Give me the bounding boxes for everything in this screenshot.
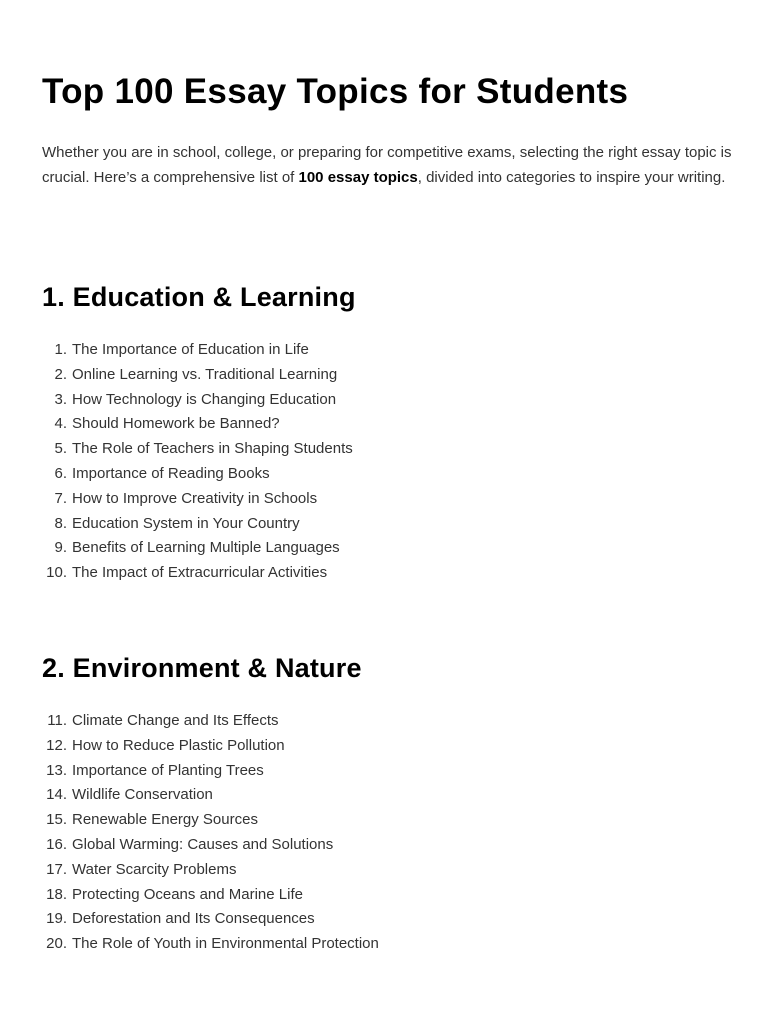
list-item <box>42 783 732 808</box>
list-item-text: Protecting Oceans and Marine Life <box>72 885 303 903</box>
list-item-number: 8. <box>54 514 67 532</box>
list-item-number: 13. <box>46 761 67 779</box>
list-item <box>42 833 732 858</box>
section-heading-environment: 2. Environment & Nature <box>42 653 362 683</box>
list-item-number: 3. <box>54 390 67 408</box>
list-item-number: 7. <box>54 489 67 507</box>
list-item-text: Benefits of Learning Multiple Languages <box>72 539 340 557</box>
list-item-text: The Importance of Education in Life <box>72 341 309 358</box>
list-item <box>42 338 732 363</box>
list-item-text: How to Reduce Plastic Pollution <box>72 736 285 754</box>
list-item <box>42 858 732 883</box>
list-item <box>42 883 732 908</box>
list-item <box>42 388 732 413</box>
list-item-text: How to Improve Creativity in Schools <box>72 489 318 507</box>
list-item <box>42 437 732 462</box>
list-item <box>42 759 732 784</box>
list-item-text: Climate Change and Its Effects <box>72 712 279 729</box>
list-item-number: 10. <box>46 564 67 582</box>
list-item <box>42 808 732 833</box>
list-item-text: Online Learning vs. Traditional Learning <box>72 365 338 383</box>
page-title: Top 100 Essay Topics for Students <box>42 72 629 111</box>
list-item-text: The Impact of Extracurricular Activities <box>72 564 328 582</box>
list-item-text: Importance of Planting Trees <box>72 761 264 779</box>
intro-text-part1: Whether you are in school, college, or preparing for competitive exams, selecting the right essay topic is crucial. Here’s a comprehensive list of <box>42 144 732 186</box>
list-item <box>42 932 732 957</box>
list-item <box>42 561 732 586</box>
list-item-number: 9. <box>54 539 67 557</box>
list-item <box>42 487 732 512</box>
list-item-number: 6. <box>54 464 67 482</box>
list-item <box>42 512 732 537</box>
intro-bold-text: 100 essay topics <box>298 169 418 186</box>
list-item-text: Education System in Your Country <box>72 514 300 532</box>
list-item <box>42 709 732 734</box>
list-item-text: Should Homework be Banned? <box>72 415 280 433</box>
list-item-number: 20. <box>46 935 67 953</box>
list-item-text: Importance of Reading Books <box>72 464 270 482</box>
list-item-number: 4. <box>54 415 67 433</box>
list-item-number: 1. <box>54 341 67 358</box>
list-item-text: Water Scarcity Problems <box>72 860 237 878</box>
list-item-number: 2. <box>54 365 67 383</box>
list-item-number: 11. <box>47 712 67 729</box>
topic-list-education <box>42 338 732 586</box>
intro-text-part2: , divided into categories to inspire your writing. <box>417 169 726 186</box>
list-item-number: 17. <box>46 860 67 878</box>
section-heading-education: 1. Education & Learning <box>42 282 356 312</box>
list-item-text: How Technology is Changing Education <box>72 390 337 408</box>
list-item <box>42 462 732 487</box>
list-item-text: The Role of Youth in Environmental Protection <box>72 935 379 953</box>
list-item <box>42 363 732 388</box>
list-item-number: 18. <box>46 885 67 903</box>
list-item-text: Deforestation and Its Consequences <box>72 910 315 928</box>
list-item-number: 12. <box>46 736 67 754</box>
list-item-text: Global Warming: Causes and Solutions <box>72 835 334 853</box>
intro-paragraph <box>42 140 732 190</box>
list-item <box>42 734 732 759</box>
list-item-number: 16. <box>46 835 67 853</box>
list-item <box>42 412 732 437</box>
list-item <box>42 907 732 932</box>
list-item <box>42 536 732 561</box>
list-item-text: Renewable Energy Sources <box>72 811 258 829</box>
list-item-text: Wildlife Conservation <box>72 786 213 804</box>
list-item-number: 19. <box>46 910 67 928</box>
list-item-text: The Role of Teachers in Shaping Students <box>72 440 353 458</box>
topic-list-environment <box>42 709 732 957</box>
list-item-number: 15. <box>46 811 67 829</box>
list-item-number: 14. <box>46 786 67 804</box>
list-item-number: 5. <box>54 440 67 458</box>
